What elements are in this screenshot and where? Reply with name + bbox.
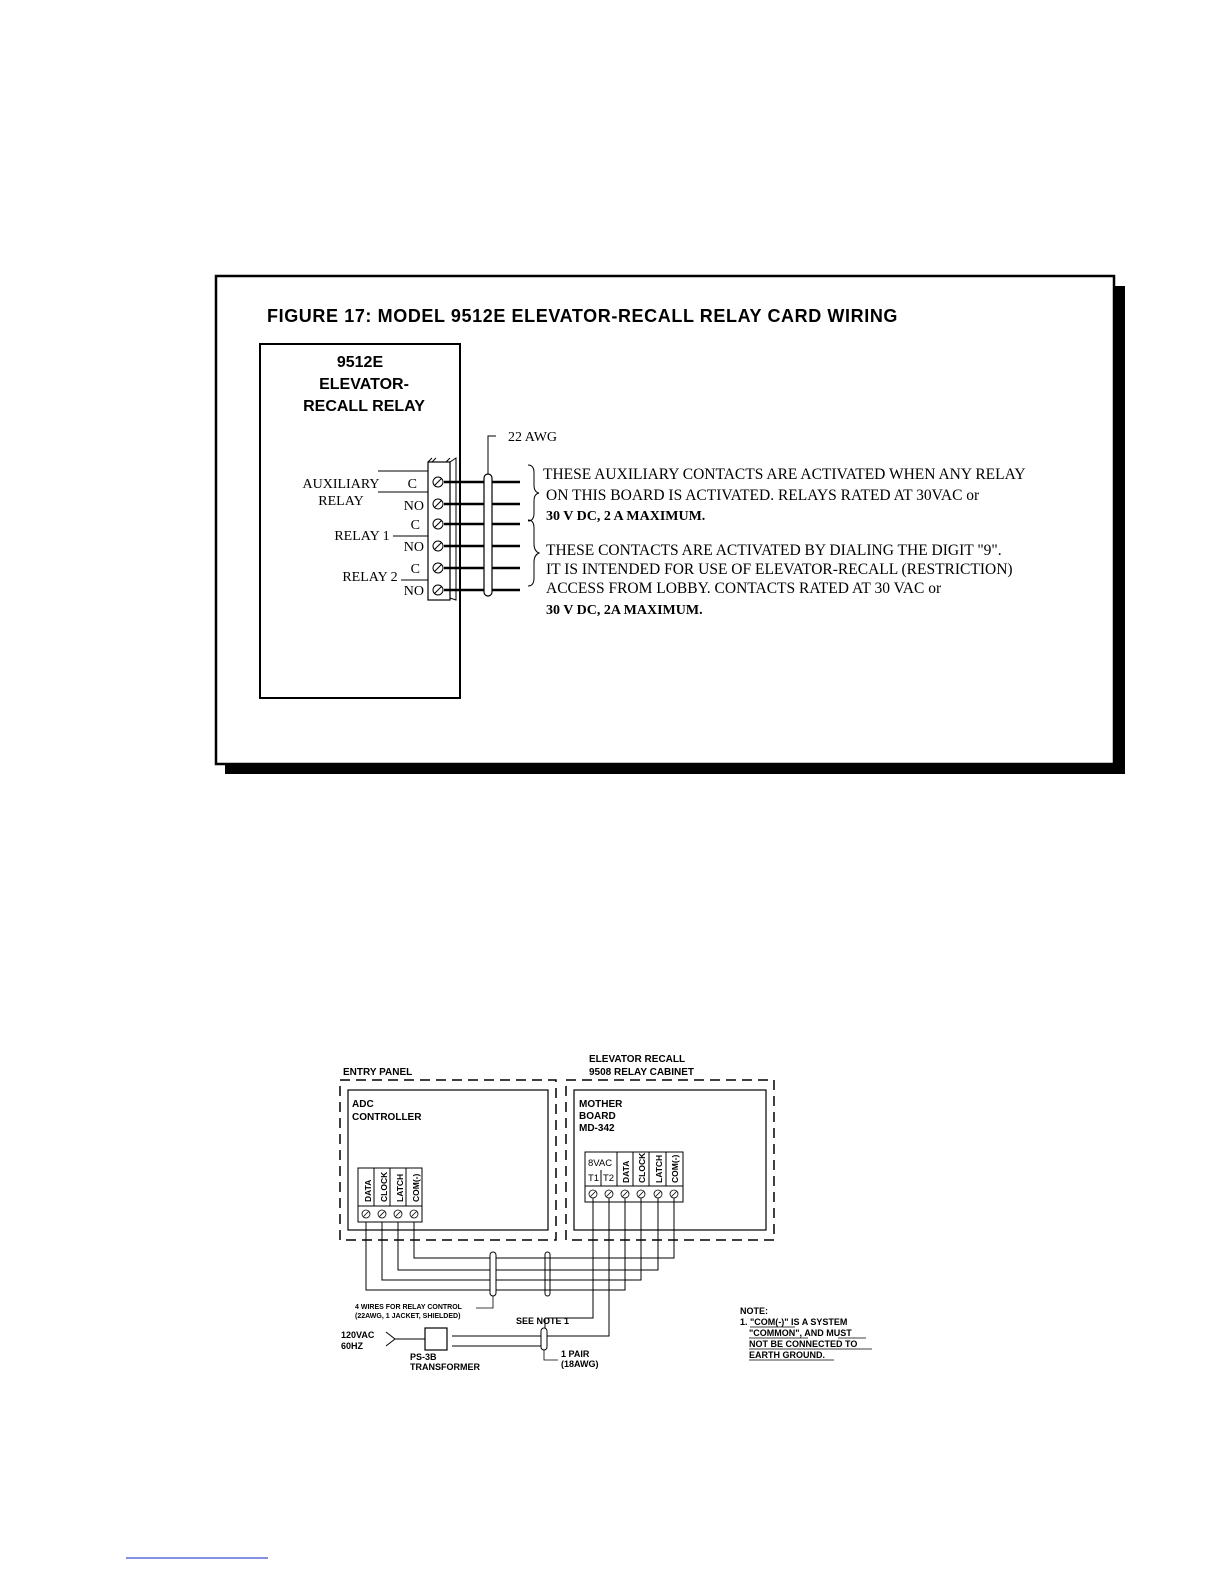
aux-relay-label-1: AUXILIARY (302, 477, 380, 492)
mother-board-label-2: BOARD (579, 1111, 616, 1122)
mb-screw-strip (585, 1186, 683, 1202)
relay-note-line2: IT IS INTENDED FOR USE OF ELEVATOR-RECALL (RESTRICTION) (546, 561, 1013, 578)
ac-input-arrow (386, 1332, 395, 1346)
note-line1: 1. "COM(-)" IS A SYSTEM (740, 1317, 848, 1327)
relay-note-line3: ACCESS FROM LOBBY. CONTACTS RATED AT 30 VAC or (546, 580, 942, 597)
relay-note-line1: THESE CONTACTS ARE ACTIVATED BY DIALING THE DIGIT "9". (546, 542, 1002, 559)
mb-t2-label: T2 (603, 1173, 615, 1184)
adc-term-com: COM(-) (411, 1173, 421, 1202)
transformer-label-2: TRANSFORMER (410, 1362, 480, 1372)
mb-8vac-label: 8VAC (588, 1158, 613, 1169)
note-line3: NOT BE CONNECTED TO (749, 1339, 858, 1349)
four-wires-label-2: (22AWG, 1 JACKET, SHIELDED) (355, 1313, 461, 1320)
adc-screws (362, 1210, 418, 1218)
relay1-label: RELAY 1 (334, 529, 390, 544)
note-line2: "COMMON", AND MUST (749, 1328, 852, 1338)
terminal-label-relay2-c: C (410, 562, 420, 577)
adc-controller-box (348, 1090, 548, 1230)
note-title: NOTE: (740, 1306, 768, 1316)
aux-relay-label-2: RELAY (318, 494, 364, 509)
wiring-diagram (340, 1054, 872, 1372)
cabinet-label-2: 9508 RELAY CABINET (589, 1067, 695, 1078)
adc-term-clock: CLOCK (379, 1171, 389, 1202)
relay2-label: RELAY 2 (342, 570, 398, 585)
note-line4: EARTH GROUND. (749, 1350, 825, 1360)
aux-note-line2: ON THIS BOARD IS ACTIVATED. RELAYS RATED AT 30VAC or (546, 487, 980, 504)
mother-board-label-1: MOTHER (579, 1099, 623, 1110)
terminal-label-aux-c: C (407, 477, 417, 492)
wire-gauge-label: 22 AWG (508, 430, 558, 445)
entry-panel-label: ENTRY PANEL (343, 1067, 413, 1078)
terminal-label-aux-no: NO (403, 499, 424, 514)
figure-title: FIGURE 17: MODEL 9512E ELEVATOR-RECALL RELAY CARD WIRING (267, 306, 899, 326)
pair-label-2: (18AWG) (561, 1359, 599, 1369)
adc-term-data: DATA (363, 1179, 373, 1202)
cable-jacket (484, 474, 492, 596)
vac-input-label-1: 120VAC (341, 1330, 375, 1340)
aux-note-line3: 30 V DC, 2 A MAXIMUM. (546, 509, 706, 524)
mb-t1-label: T1 (588, 1173, 600, 1184)
mb-term-clock: CLOCK (637, 1152, 647, 1183)
com-wire-marker (545, 1252, 550, 1296)
figure-17 (216, 276, 1125, 774)
card-title-line2: ELEVATOR- (319, 376, 409, 393)
control-cable-jacket (490, 1252, 496, 1296)
aux-note-line1: THESE AUXILIARY CONTACTS ARE ACTIVATED WHEN ANY RELAY (543, 466, 1026, 483)
adc-label-1: ADC (352, 1099, 374, 1110)
card-title-line3: RECALL RELAY (303, 398, 425, 415)
card-title-line1: 9512E (336, 354, 384, 371)
four-wires-label-1: 4 WIRES FOR RELAY CONTROL (355, 1304, 462, 1311)
terminal-label-relay1-c: C (410, 518, 420, 533)
transformer-box (425, 1328, 447, 1350)
adc-term-latch: LATCH (395, 1173, 405, 1202)
mother-board-label-3: MD-342 (579, 1123, 615, 1134)
mb-term-data: DATA (621, 1160, 631, 1183)
terminal-label-relay2-no: NO (403, 584, 424, 599)
power-pair-jacket (541, 1328, 547, 1350)
mb-term-com: COM(-) (670, 1154, 680, 1183)
pair-label-1: 1 PAIR (561, 1349, 590, 1359)
terminal-label-relay1-no: NO (403, 540, 424, 555)
mb-term-latch: LATCH (654, 1154, 664, 1183)
vac-input-label-2: 60HZ (341, 1341, 364, 1351)
cabinet-label-1: ELEVATOR RECALL (589, 1054, 686, 1065)
adc-label-2: CONTROLLER (352, 1112, 422, 1123)
mb-screws (589, 1190, 678, 1198)
see-note-label: SEE NOTE 1 (516, 1316, 570, 1326)
relay-note-line4: 30 V DC, 2A MAXIMUM. (546, 603, 703, 618)
transformer-label-1: PS-3B (410, 1352, 437, 1362)
